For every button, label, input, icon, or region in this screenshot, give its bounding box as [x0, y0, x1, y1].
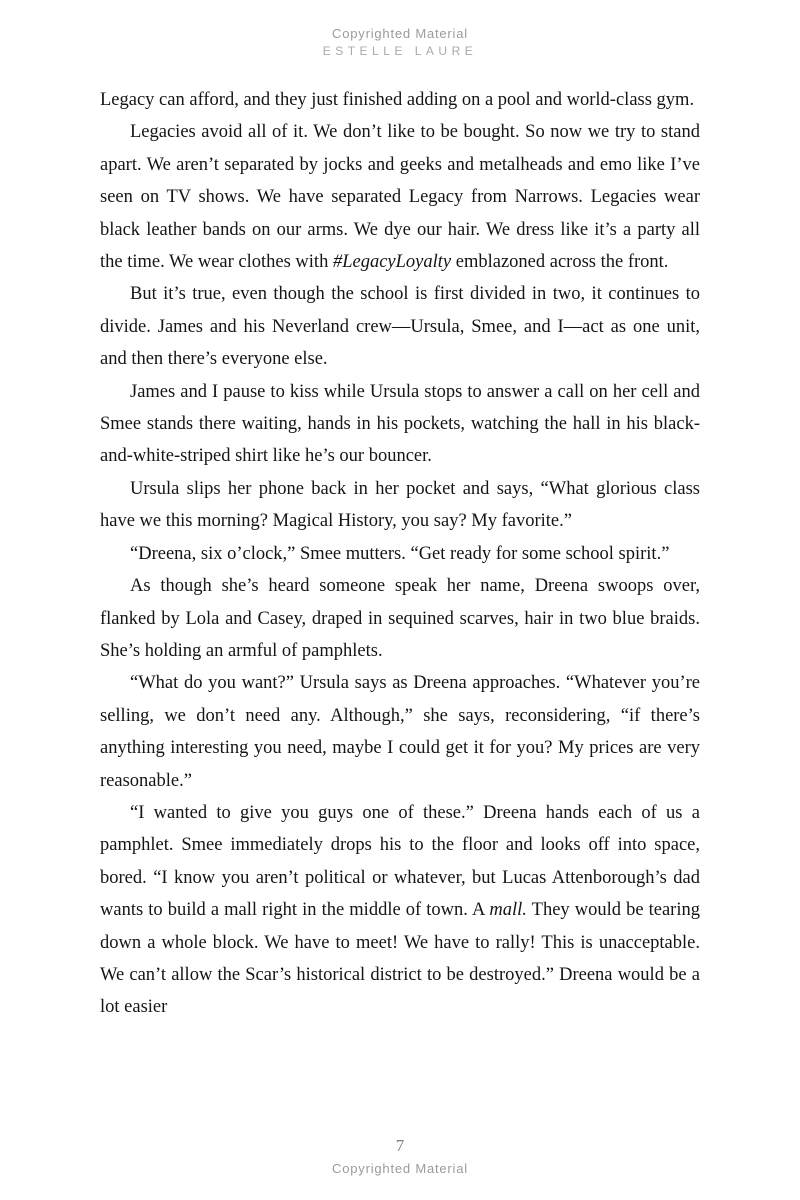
paragraph — [100, 116, 700, 278]
footer-copyright-notice: Copyrighted Material — [332, 1161, 468, 1176]
text-run: But it’s true, even though the school is first divided in two, it continues to divide. James and his Neverland crew—Ursula, Smee, and I—act as one unit, and then there’s everyone else. — [100, 284, 700, 370]
header-copyright-notice: Copyrighted Material — [332, 26, 468, 41]
text-run: “Dreena, six o’clock,” Smee mutters. “Get ready for some school spirit.” — [130, 543, 670, 564]
paragraph — [100, 376, 700, 473]
paragraph — [100, 797, 700, 1024]
text-run: Legacy can afford, and they just finished adding on a pool and world-class gym. — [100, 90, 695, 110]
text-run: Ursula slips her phone back in her pocket and says, “What glorious class have we this morning? Magical History, you say? My favorite.” — [100, 478, 700, 532]
text-run: “I wanted to give you guys one of these.” Dreena hands each of us a pamphlet. Smee immediately drops his to the floor and looks off into space, bored. “I know you aren’t political or whatever, but Lucas Attenborough’s dad wants to build a mall right in the middle of town. A — [100, 802, 700, 921]
paragraph — [100, 667, 700, 797]
paragraph — [100, 538, 700, 570]
paragraph — [100, 84, 700, 116]
paragraph — [100, 473, 700, 538]
italic-text-run: #LegacyLoyalty — [332, 252, 452, 273]
page-number: 7 — [395, 1136, 405, 1155]
author-running-head: ESTELLE LAURE — [322, 44, 478, 58]
page-body — [100, 84, 700, 1024]
paragraph — [100, 278, 700, 375]
text-run: “What do you want?” Ursula says as Dreena approaches. “Whatever you’re selling, we don’t need any. Although,” she says, reconsidering, “if there’s anything interesting you need, maybe I could get it for you? My prices are very reasonable.” — [100, 673, 700, 791]
text-run: Legacies avoid all of it. We don’t like to be bought. So now we try to stand apart. We aren’t separated by jocks and geeks and metalheads and emo like I’ve seen on TV shows. We have separated Legacy from Narrows. Legacies wear black leather bands on our arms. We dye our hair. We dress like it’s a party all the time. We wear clothes with — [100, 122, 700, 273]
paragraph — [100, 570, 700, 667]
page-header — [0, 26, 800, 58]
text-run: James and I pause to kiss while Ursula stops to answer a call on her cell and Smee stands there waiting, hands in his pockets, watching the hall in his black-and-white-striped shirt like he’s our bouncer. — [100, 381, 700, 467]
text-run: They would be tearing down a whole block. We have to meet! We have to rally! This is unacceptable. We can’t allow the Scar’s historical district to be destroyed.” Dreena would be a lot easier — [100, 900, 700, 1018]
text-run: As though she’s heard someone speak her name, Dreena swoops over, flanked by Lola and Casey, draped in sequined scarves, hair in two blue braids. She’s holding an armful of pamphlets. — [100, 576, 700, 661]
italic-text-run: mall. — [489, 900, 527, 921]
text-run: emblazoned across the front. — [451, 252, 669, 273]
page-footer — [0, 1136, 800, 1176]
